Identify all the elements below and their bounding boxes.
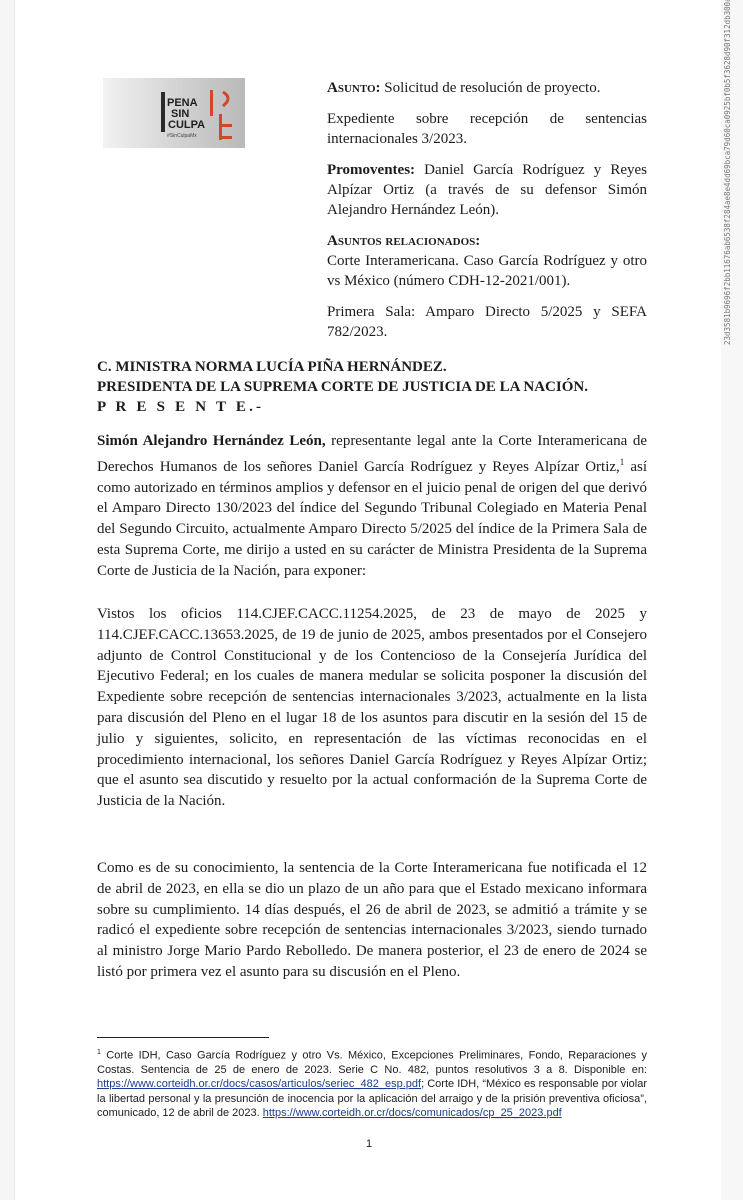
addressee-block — [97, 357, 657, 417]
asunto-text: Solicitud de resolución de proyecto. — [380, 80, 601, 96]
page-number: 1 — [366, 1138, 373, 1150]
footnote — [97, 1046, 647, 1120]
logo-line-1: PENA — [167, 97, 198, 109]
promoventes-label: Promoventes: — [327, 162, 416, 178]
logo-line-3: CULPA — [168, 119, 206, 131]
footnote-ref[interactable]: 1 — [619, 456, 625, 467]
logo-bar-graphic — [161, 92, 165, 132]
representative-name: Simón Alejandro Hernández León, — [97, 433, 326, 449]
asuntos-label: Asuntos relacionados: — [327, 233, 481, 249]
body-paragraph-1 — [97, 431, 647, 582]
asunto-line — [327, 78, 647, 98]
pena-sin-culpa-logo — [103, 78, 245, 148]
p1-text-a: representante legal ante la Corte Interamericana de Derechos Humanos de los señores Daniel García Rodríguez y Reyes Alpízar Ortiz, — [97, 433, 647, 475]
footnote-separator — [97, 1037, 269, 1038]
logo-tagline: #SinCulpaMx — [167, 133, 197, 139]
asuntos-text: Corte Interamericana. Caso García Rodríguez y otro vs México (número CDH-12-2021/001). — [327, 253, 647, 289]
logo-line-2: SIN — [171, 108, 190, 120]
addressee-line-1: C. MINISTRA NORMA LUCÍA PIÑA HERNÁNDEZ. — [97, 359, 447, 375]
subject-block — [327, 78, 647, 353]
left-margin-strip — [0, 0, 14, 1200]
body-paragraph-3: Como es de su conocimiento, la sentencia de la Corte Interamericana fue notificada el 12 de abril de 2023, en ella se dio un plazo de un año para que el Estado mexicano informara sobre su cumplimiento. 14 días después, el 26 de abril de 2023, se admitió a trámite y se radicó el expediente sobre recepción de sentencias internacionales 3/2023, siendo turnado al ministro Jorge Mario Pardo Rebolledo. De manera posterior, el 23 de enero de 2024 se listó por primera vez el asunto para su discusión en el Pleno. — [97, 860, 647, 980]
promoventes-text: Daniel García Rodríguez y Reyes Alpízar Ortiz (a través de su defensor Simón Alejandro Hernández León). — [327, 162, 647, 218]
addressee-line-3: P R E S E N T E.- — [97, 399, 265, 415]
footnote-text-a: Corte IDH, Caso García Rodríguez y otro Vs. México, Excepciones Preliminares, Fondo, Reparaciones y Costas. Sentencia de 25 de enero de 2023. Serie C No. 482, puntos resolutivos 3 a 8. Disponible en: — [97, 1049, 647, 1076]
asunto-label: Asunto: — [327, 80, 381, 96]
footnote-mark: 1 — [97, 1049, 101, 1056]
footnote-link-1[interactable]: https://www.corteidh.or.cr/docs/casos/articulos/seriec_482_esp.pdf — [97, 1078, 422, 1091]
addressee-line-2: PRESIDENTA DE LA SUPREMA CORTE DE JUSTICIA DE LA NACIÓN. — [97, 379, 588, 395]
footnote-link-2[interactable]: https://www.corteidh.or.cr/docs/comunicados/cp_25_2023.pdf — [262, 1106, 562, 1119]
asuntos-relacionados — [327, 231, 647, 291]
promoventes-line — [327, 160, 647, 220]
body-paragraph-2: Vistos los oficios 114.CJEF.CACC.11254.2025, de 23 de mayo de 2025 y 114.CJEF.CACC.13653.2025, de 19 de junio de 2025, ambos presentados por el Consejero adjunto de Control Constitucional y de los Contencioso de la Consejería Jurídica del Ejecutivo Federal; en los cuales de manera medular se solicita posponer la discusión del Expediente sobre recepción de sentencias internacionales 3/2023, actualmente en la lista para discusión del Pleno en el lugar 18 de los asuntos para discutir en la sesión del 15 de julio y siguientes, solicito, en representación de las víctimas reconocidas en el procedimiento internacional, los señores Daniel García Rodríguez y Reyes Alpízar Ortiz; que el asunto sea discutido y resuelto por la actual conformación de la Suprema Corte de Justicia de la Nación. — [97, 606, 647, 810]
logo-emblem-icon — [207, 88, 237, 144]
document-hash-code — [723, 327, 732, 345]
expediente-line: Expediente sobre recepción de sentencias internacionales 3/2023. — [327, 111, 647, 147]
primera-sala-line: Primera Sala: Amparo Directo 5/2025 y SEFA 782/2023. — [327, 304, 647, 340]
footnote-text-b: ; Corte IDH, “México es responsable por violar la libertad personal y la presunción de inocencia por la aplicación del arraigo y de la prisión preventiva oficiosa”, comunicado, 12 de abril de 2023. — [97, 1078, 647, 1119]
p1-text-b: así como autorizado en términos amplios y defensor en el juicio penal de origen del que derivó el Amparo Directo 130/2023 del índice del Segundo Tribunal Colegiado en Materia Penal del Segundo Circuito, actualmente Amparo Directo 5/2025 del índice de la Primera Sala de esta Suprema Corte, me dirijo a usted en su carácter de Ministra Presidenta de la Suprema Corte de Justicia de la Nación, para exponer: — [97, 458, 648, 579]
